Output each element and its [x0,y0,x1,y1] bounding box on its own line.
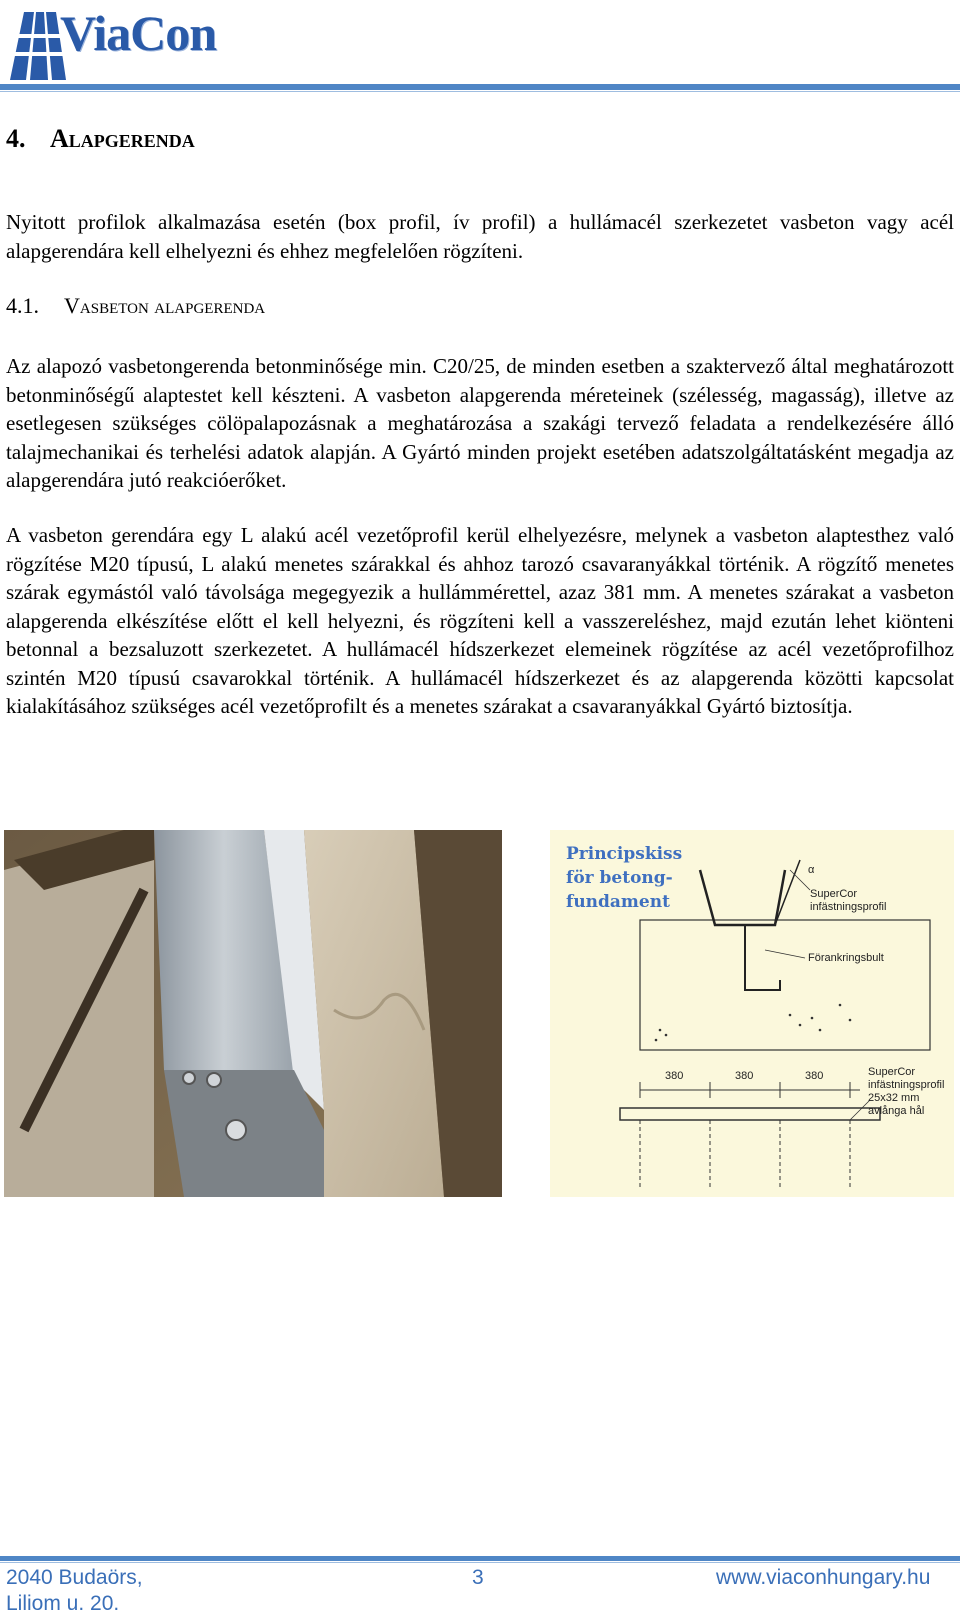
dimension-label: 380 [735,1070,754,1082]
sketch-drawing [550,830,954,1197]
profile-label-bottom-line: 25x32 mm [868,1092,920,1104]
paragraph-concrete-quality: Az alapozó vasbetongerenda betonminősége min. C20/25, de minden esetben a szaktervező által meghatározott betonminőségű alaptestet kell készteni. A vasbeton alapgerenda méreteinek (szélesség, magasság), illetve az esetlegesen szükséges cölöpalapozásnak a meghatározása a szakági tervező feladata a rendelkezésére álló talajmechanikai és terhelési adatok alapján. A Gyártó minden projekt esetében adatszolgáltatásként megadja az alapgerendára jutó reakcióerőket. [6,354,954,492]
profile-label-bottom-line: infästningsprofil [868,1079,945,1091]
profile-label-bottom-line: SuperCor [868,1066,916,1078]
dimension-label: 380 [665,1070,684,1082]
header-rule [0,84,960,90]
profile-label-top-line: SuperCor [810,888,858,900]
footer-address-line: Liliom u. 20. [6,1592,120,1615]
subsection-title: Vasbeton alapgerenda [64,293,266,318]
profile-label-bottom [868,1066,944,1118]
subsection-heading [6,293,265,319]
logo-text: ViaCon [60,5,217,61]
section-heading [6,124,195,154]
footer-rule [0,1556,960,1561]
sketch-title-line: för betong- [566,868,673,888]
section-number: 4. [6,124,26,153]
footer-address-line: 2040 Budaörs, [6,1566,143,1589]
footer-website-link[interactable]: www.viaconhungary.hu [716,1566,931,1589]
sketch-title-line: Principskiss [566,844,683,864]
profile-label-bottom-line: avlånga hål [868,1105,925,1117]
viacon-logo [8,4,240,82]
dimension-label: 380 [805,1070,824,1082]
paragraph-guide-profile: A vasbeton gerendára egy L alakú acél vezetőprofil kerül elhelyezésre, melynek a vasbeton alaptesthez való rögzítése M20 típusú, L alakú menetes szárakkal és ahhoz tarozó csavaranyákkal történik. A rögzítő menetes szárak egymástól való távolsága megegyezik a hullámmérettel, azaz 381 mm. A menetes szárakat a vasbeton alapgerenda elkészítése előtt el kell helyezni, és rögzíteni kell a vasszereléshez, majd ezután lehet kiönteni betonnal a bezsaluzott szerkezetet. A hullámacél hídszerkezet elemeinek rögzítése az acél vezetőprofilhoz szintén M20 típusú csavarokkal történik. A hullámacél hídszerkezet és az alapgerenda közötti kapcsolat kialakításához szükséges acél vezetőprofilt és a menetes szárakat a csavaranyákkal Gyártó biztosítja. [6,523,954,718]
subsection-number: 4.1. [6,293,39,318]
foundation-sketch [550,830,954,1197]
alpha-label: α [808,864,815,876]
foundation-photo [4,830,502,1197]
bolt-label: Förankringsbult [808,952,884,964]
foundation-photo-image [4,830,502,1197]
profile-label-top [810,888,886,914]
page-header [0,0,960,92]
sketch-title-line: fundament [566,892,670,912]
profile-label-top-line: infästningsprofil [810,901,887,913]
section-title: Alapgerenda [50,124,195,153]
header-rule-thin [0,91,960,92]
page-number: 3 [472,1566,484,1589]
footer-rule-thin [0,1562,960,1563]
road-icon [8,4,68,82]
intro-paragraph: Nyitott profilok alkalmazása esetén (box profil, ív profil) a hullámacél szerkezetet vasbeton vagy acél alapgerendára kell elhelyezni és ehhez megfelelően rögzíteni. [6,210,954,263]
footer-address [6,1565,143,1617]
